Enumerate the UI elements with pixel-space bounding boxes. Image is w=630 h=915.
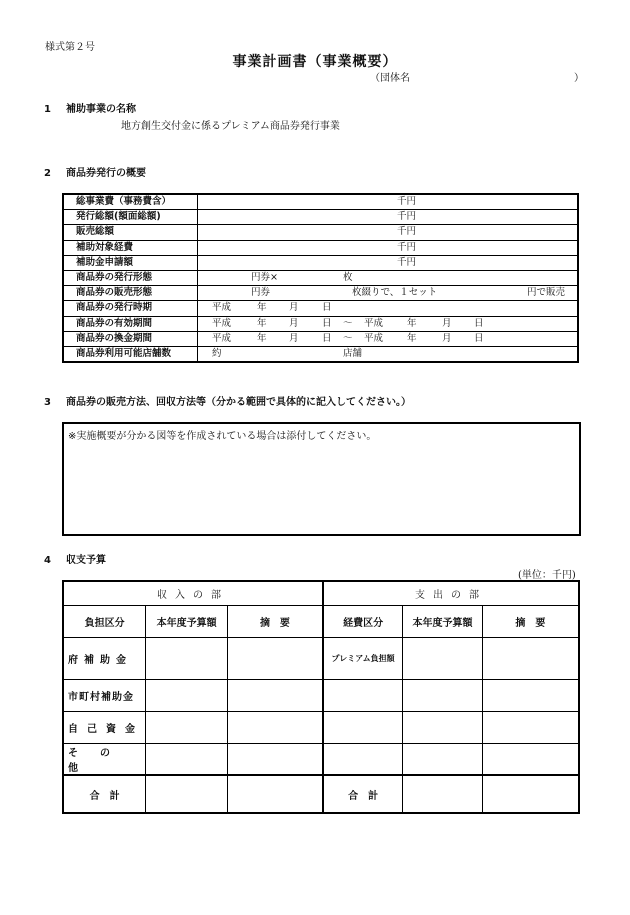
income-total-cell[interactable] [146, 775, 228, 813]
table-row [63, 316, 578, 331]
month-text: 月 [289, 302, 299, 314]
row-value[interactable] [198, 286, 579, 301]
section-2-heading [44, 164, 146, 179]
table-row [63, 711, 579, 743]
expense-remarks-cell[interactable] [482, 775, 579, 813]
expense-budget-cell[interactable] [403, 637, 483, 679]
era-text: 平成 [364, 317, 384, 329]
section-number: 2 [44, 168, 51, 179]
income-remarks-cell[interactable] [227, 637, 323, 679]
income-category: その他 [63, 743, 146, 775]
unit-text: 千円 [397, 211, 417, 223]
expense-category: プレミアム負担額 [323, 637, 403, 679]
table-row [63, 679, 579, 711]
unit-text: 千円 [397, 256, 417, 268]
month-text: 月 [289, 317, 299, 329]
era-text: 平成 [212, 332, 232, 344]
income-remarks-cell[interactable] [227, 743, 323, 775]
table-row [63, 286, 578, 301]
row-label: 商品券の販売形態 [63, 286, 198, 301]
table-row [63, 225, 578, 240]
income-category: 市町村補助金 [63, 679, 146, 711]
section-title: 商品券の販売方法、回収方法等（分かる範囲で具体的に記入してください。） [66, 397, 411, 408]
income-remarks-cell[interactable] [227, 775, 323, 813]
table-row [63, 255, 578, 270]
budget-header-row [63, 581, 579, 605]
row-label: 補助対象経費 [63, 240, 198, 255]
expense-category[interactable] [323, 711, 403, 743]
income-category: 自己資金 [63, 711, 146, 743]
month-text: 月 [289, 332, 299, 344]
unit-text: 千円 [397, 241, 417, 253]
table-row [63, 346, 578, 362]
unit-text: 千円 [397, 226, 417, 238]
month-text: 月 [442, 332, 452, 344]
section-1-heading [44, 100, 136, 115]
table-row [63, 743, 579, 775]
expense-header: 支出の部 [323, 581, 579, 605]
budget-column-row [63, 605, 579, 637]
section-number: 3 [44, 397, 51, 408]
income-header: 収入の部 [63, 581, 323, 605]
section-title: 補助事業の名称 [66, 104, 136, 115]
sales-method-textarea[interactable] [62, 422, 581, 536]
income-col-remarks: 摘 要 [227, 605, 323, 637]
table-row [63, 637, 579, 679]
range-separator: ～ [343, 317, 353, 329]
section-number: 1 [44, 104, 51, 115]
row-value[interactable] [198, 194, 579, 210]
day-text: 日 [322, 302, 332, 314]
era-text: 平成 [212, 302, 232, 314]
value-text: 円券× [251, 271, 278, 283]
row-label: 販売総額 [63, 225, 198, 240]
income-remarks-cell[interactable] [227, 711, 323, 743]
income-total-label: 合 計 [63, 775, 146, 813]
section-title: 収支予算 [66, 555, 106, 566]
expense-budget-cell[interactable] [403, 679, 483, 711]
expense-budget-cell[interactable] [403, 711, 483, 743]
row-value[interactable] [198, 301, 579, 316]
expense-total-label: 合 計 [323, 775, 403, 813]
section-number: 4 [44, 555, 51, 566]
expense-remarks-cell[interactable] [482, 743, 579, 775]
expense-category[interactable] [323, 743, 403, 775]
income-col-budget: 本年度予算額 [146, 605, 228, 637]
year-text: 年 [257, 317, 267, 329]
total-row [63, 775, 579, 813]
organization-name-close: ） [574, 73, 584, 84]
row-label: 補助金申請額 [63, 255, 198, 270]
expense-remarks-cell[interactable] [482, 679, 579, 711]
year-text: 年 [407, 332, 417, 344]
attachment-note: ※実施概要が分かる図等を作成されている場合は添付してください。 [68, 431, 377, 442]
row-label: 総事業費（事務費含） [63, 194, 198, 210]
table-row [63, 240, 578, 255]
row-label: 商品券の換金期間 [63, 331, 198, 346]
expense-col-budget: 本年度予算額 [403, 605, 483, 637]
row-value[interactable] [198, 270, 579, 285]
income-budget-cell[interactable] [146, 679, 228, 711]
table-row [63, 210, 578, 225]
income-remarks-cell[interactable] [227, 679, 323, 711]
table-row [63, 331, 578, 346]
row-label: 商品券の発行時期 [63, 301, 198, 316]
day-text: 日 [322, 332, 332, 344]
value-text: 枚 [343, 271, 353, 283]
document-title: 事業計画書（事業概要） [232, 54, 398, 70]
value-text: 約 [212, 347, 222, 359]
expense-total-cell[interactable] [403, 775, 483, 813]
row-value[interactable] [198, 255, 579, 270]
form-number: 様式第２号 [45, 42, 95, 53]
value-text: 円券 [251, 287, 271, 299]
section-4-heading [44, 551, 106, 566]
day-text: 日 [322, 317, 332, 329]
unit-label: (単位：千円) [518, 570, 576, 581]
row-label: 発行総額(額面総額) [63, 210, 198, 225]
row-label: 商品券利用可能店舗数 [63, 346, 198, 362]
day-text: 日 [474, 332, 484, 344]
expense-col-remarks: 摘 要 [482, 605, 579, 637]
table-row [63, 270, 578, 285]
month-text: 月 [442, 317, 452, 329]
income-budget-cell[interactable] [146, 637, 228, 679]
organization-name-label: （団体名 [370, 73, 410, 84]
value-text: 円で販売 [527, 287, 566, 299]
income-col-category: 負担区分 [63, 605, 146, 637]
expense-remarks-cell[interactable] [482, 711, 579, 743]
year-text: 年 [257, 302, 267, 314]
row-value[interactable] [198, 225, 579, 240]
row-value[interactable] [198, 240, 579, 255]
row-label: 商品券の発行形態 [63, 270, 198, 285]
income-budget-cell[interactable] [146, 743, 228, 775]
row-value[interactable] [198, 331, 579, 346]
section-title: 商品券発行の概要 [66, 168, 146, 179]
section-3-heading [44, 393, 411, 408]
year-text: 年 [257, 332, 267, 344]
income-budget-cell[interactable] [146, 711, 228, 743]
expense-budget-cell[interactable] [403, 743, 483, 775]
expense-category[interactable] [323, 679, 403, 711]
era-text: 平成 [364, 332, 384, 344]
row-value[interactable] [198, 210, 579, 225]
day-text: 日 [474, 317, 484, 329]
expense-col-category: 経費区分 [323, 605, 403, 637]
project-name: 地方創生交付金に係るプレミアム商品券発行事業 [121, 121, 340, 132]
value-text: 枚綴りで、１セット [352, 287, 438, 299]
row-value[interactable] [198, 316, 579, 331]
era-text: 平成 [212, 317, 232, 329]
budget-table [62, 580, 580, 814]
income-category: 府補助金 [63, 637, 146, 679]
expense-remarks-cell[interactable] [482, 637, 579, 679]
overview-table [62, 193, 579, 363]
table-row [63, 301, 578, 316]
value-text: 店舗 [343, 347, 363, 359]
row-label: 商品券の有効期間 [63, 316, 198, 331]
row-value[interactable] [198, 346, 579, 362]
table-row [63, 194, 578, 210]
year-text: 年 [407, 317, 417, 329]
range-separator: ～ [343, 332, 353, 344]
unit-text: 千円 [397, 196, 417, 207]
